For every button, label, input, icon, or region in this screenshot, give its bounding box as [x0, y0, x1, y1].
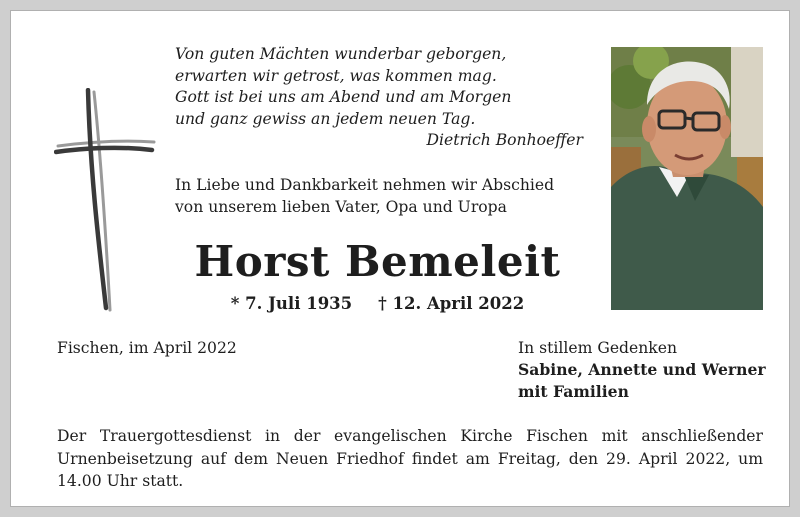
farewell-intro — [175, 174, 595, 218]
poem-block — [175, 44, 595, 152]
poem-author: Dietrich Bonhoeffer — [426, 131, 583, 149]
portrait-photo — [611, 47, 763, 310]
mourners-heading: In stillem Gedenken — [518, 339, 678, 357]
poem-line: und ganz gewiss an jedem neuen Tag. — [175, 109, 476, 128]
death-date: † 12. April 2022 — [378, 294, 525, 313]
mourners-block — [518, 337, 778, 403]
mourners-families: mit Familien — [518, 382, 629, 401]
intro-line-1: In Liebe und Dankbarkeit nehmen wir Abschied — [175, 176, 555, 194]
deceased-name: Horst Bemeleit — [194, 237, 561, 286]
poem-line: erwarten wir getrost, was kommen mag. — [175, 66, 497, 85]
intro-line-2: von unserem lieben Vater, Opa und Uropa — [175, 198, 507, 216]
memorial-cross-icon — [54, 88, 158, 314]
birth-date: * 7. Juli 1935 — [230, 294, 353, 313]
life-dates — [210, 293, 545, 315]
poem-line: Von guten Mächten wunderbar geborgen, — [175, 45, 507, 63]
service-announcement: Der Trauergottesdienst in der evangelischen Kirche Fischen mit anschließender Urnenbeisetzung auf dem Neuen Friedhof findet am Freitag, den 29. April 2022, um 14.00 Uhr statt. — [57, 427, 763, 490]
poem-line: Gott ist bei uns am Abend und am Morgen — [175, 88, 512, 106]
mourners-names: Sabine, Annette und Werner — [518, 360, 766, 379]
place-date: Fischen, im April 2022 — [57, 339, 237, 357]
